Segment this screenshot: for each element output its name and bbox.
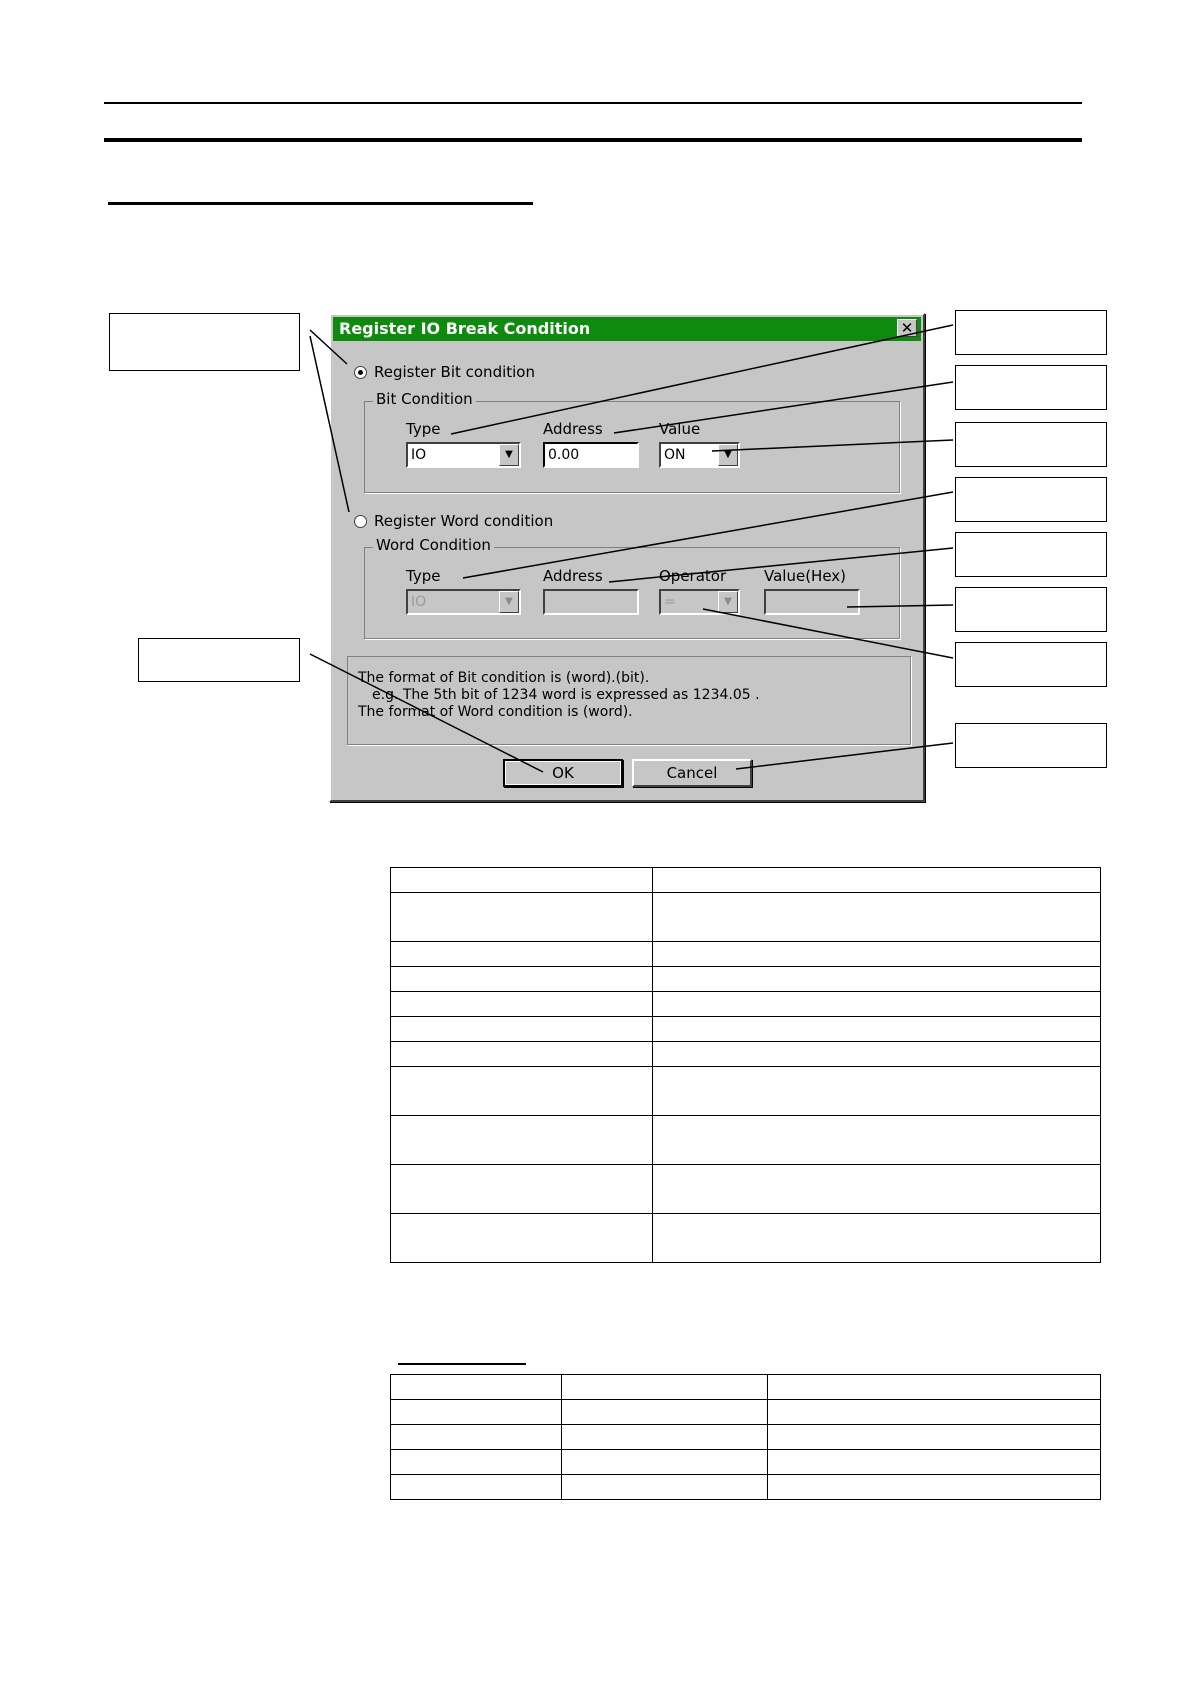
callout-box-ok [138,638,300,682]
info-line-example: e.g. The 5th bit of 1234 word is expressed as 1234.05 . [372,687,760,703]
word-type-value: IO [411,594,427,610]
bit-condition-legend: Bit Condition [373,390,476,408]
callout-box-bit-value [955,422,1107,467]
word-type-label: Type [406,567,441,585]
bit-value-dropdown[interactable] [659,442,740,468]
chevron-down-icon[interactable]: ▼ [718,444,738,466]
info-line-bit-format: The format of Bit condition is (word).(bit). [358,670,650,686]
table-row [391,1042,1101,1067]
table-row [391,967,1101,992]
table-row [391,1116,1101,1165]
word-value-hex-input[interactable] [764,589,860,615]
word-address-label: Address [543,567,603,585]
cancel-button[interactable]: Cancel [632,759,752,787]
word-condition-radio[interactable] [354,515,367,528]
callout-box-word-value-hex [955,587,1107,632]
close-icon[interactable]: ✕ [897,319,917,337]
word-condition-legend: Word Condition [373,536,494,554]
bit-type-dropdown[interactable] [406,442,521,468]
table-row [391,1400,1101,1425]
header-rule-thick [104,138,1082,142]
header-rule-thin [104,102,1082,104]
bit-address-input[interactable]: 0.00 [543,442,639,468]
info-line-word-format: The format of Word condition is (word). [358,704,633,720]
word-type-dropdown[interactable] [406,589,521,615]
table-row [391,942,1101,967]
word-operator-label: Operator [659,567,727,585]
chevron-down-icon[interactable]: ▼ [499,591,519,613]
callout-box-word-operator [955,642,1107,687]
bit-value-label: Value [659,420,701,438]
chevron-down-icon[interactable]: ▼ [499,444,519,466]
word-operator-dropdown[interactable] [659,589,740,615]
table-row [391,1425,1101,1450]
callout-box-bit-type [955,310,1107,355]
io-area-table [390,1374,1101,1500]
callout-box-cancel [955,723,1107,768]
section-heading-underline [108,202,533,205]
bit-condition-radio[interactable] [354,366,367,379]
callout-box-word-type [955,477,1107,522]
radio-selected-dot [358,370,363,375]
callout-box-word-address [955,532,1107,577]
table-row [391,992,1101,1017]
table-row [391,1475,1101,1500]
table-header-row [391,1375,1101,1400]
bit-condition-radio-label[interactable]: Register Bit condition [374,363,535,381]
word-value-hex-label: Value(Hex) [764,567,847,585]
table-row [391,1214,1101,1263]
table-row [391,1450,1101,1475]
dialog-title-bar [333,317,921,341]
table-row [391,1067,1101,1116]
word-operator-value: = [664,594,676,610]
table-row [391,1017,1101,1042]
word-condition-radio-label[interactable]: Register Word condition [374,512,554,530]
register-io-break-dialog [329,313,925,802]
callout-box-bit-address [955,365,1107,410]
dialog-title: Register IO Break Condition [339,319,591,338]
ok-button[interactable]: OK [503,759,623,787]
word-address-input[interactable] [543,589,639,615]
table-row [391,893,1101,942]
table-row [391,1165,1101,1214]
bit-address-label: Address [543,420,603,438]
chevron-down-icon[interactable]: ▼ [718,591,738,613]
bit-type-value: IO [411,447,427,463]
subheading-underline [398,1363,526,1365]
bit-type-label: Type [406,420,441,438]
settings-description-table [390,867,1101,1263]
callout-box-condition-radios [109,313,300,371]
table-header-row [391,868,1101,893]
bit-value-value: ON [664,447,686,463]
